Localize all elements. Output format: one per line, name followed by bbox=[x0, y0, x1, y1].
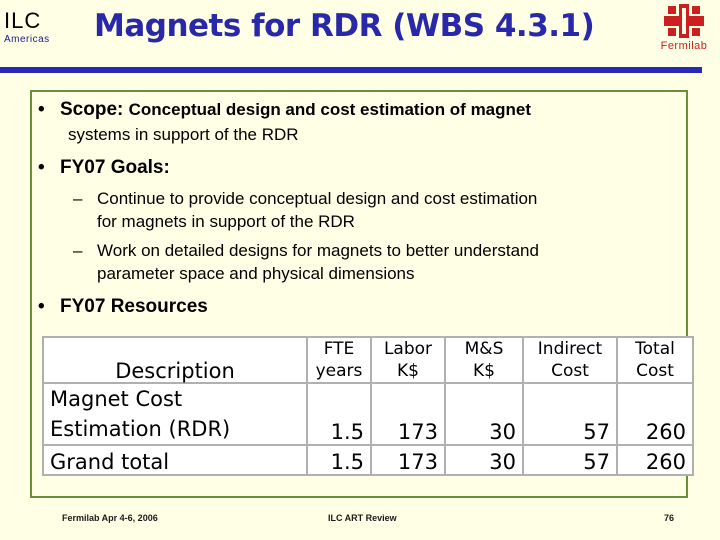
row-grand-total-desc: Grand total bbox=[43, 445, 307, 475]
row-grand-total-total: 260 bbox=[617, 445, 693, 475]
ilc-logo-subtext: Americas bbox=[4, 34, 50, 45]
goals-item-2-continuation: parameter space and physical dimensions bbox=[97, 264, 415, 283]
header-total: Total Cost bbox=[617, 337, 693, 383]
fermilab-logo bbox=[652, 4, 716, 52]
table-row bbox=[43, 445, 693, 475]
row-grand-total-ms: 30 bbox=[445, 445, 523, 475]
resources-table bbox=[42, 336, 694, 476]
goals-item-1: – Continue to provide conceptual design and cost estimation bbox=[73, 189, 538, 208]
row-grand-total-indirect: 57 bbox=[523, 445, 617, 475]
fermilab-logo-text: Fermilab bbox=[660, 40, 708, 52]
bullet-resources: • FY07 Resources bbox=[38, 296, 208, 317]
row-magnet-cost-labor: 173 bbox=[371, 383, 445, 445]
header-fte: FTE years bbox=[307, 337, 371, 383]
header-description: Description bbox=[43, 337, 307, 383]
goals-item-1-continuation: for magnets in support of the RDR bbox=[97, 212, 355, 231]
ilc-logo-text: ILC bbox=[4, 8, 42, 33]
row-magnet-cost-desc: Magnet Cost Estimation (RDR) bbox=[43, 383, 307, 445]
bullet-scope-label: Scope: bbox=[60, 99, 124, 120]
page-number: 76 bbox=[664, 513, 675, 523]
row-grand-total-fte: 1.5 bbox=[307, 445, 371, 475]
bullet-goals: • FY07 Goals: bbox=[38, 157, 170, 178]
header-ms: M&S K$ bbox=[445, 337, 523, 383]
goals-item-2: – Work on detailed designs for magnets to better understand bbox=[73, 241, 539, 260]
fermilab-icon bbox=[664, 4, 704, 38]
slide-title: Magnets for RDR (WBS 4.3.1) bbox=[94, 8, 595, 44]
row-magnet-cost-indirect: 57 bbox=[523, 383, 617, 445]
row-magnet-cost-ms: 30 bbox=[445, 383, 523, 445]
row-grand-total-labor: 173 bbox=[371, 445, 445, 475]
bullet-scope-text: Conceptual design and cost estimation of magnet bbox=[128, 100, 532, 119]
bullet-resources-label: FY07 Resources bbox=[60, 296, 208, 317]
footer-center: ILC ART Review bbox=[328, 513, 397, 523]
bullet-scope-continuation: systems in support of the RDR bbox=[68, 125, 299, 144]
footer-left: Fermilab Apr 4-6, 2006 bbox=[62, 513, 158, 523]
bullet-scope: • Scope: Conceptual design and cost estimation of magnet bbox=[38, 99, 532, 120]
header-indirect: Indirect Cost bbox=[523, 337, 617, 383]
bullet-goals-label: FY07 Goals: bbox=[60, 157, 170, 178]
row-magnet-cost-total: 260 bbox=[617, 383, 693, 445]
header-labor: Labor K$ bbox=[371, 337, 445, 383]
row-magnet-cost-fte: 1.5 bbox=[307, 383, 371, 445]
ilc-americas-logo bbox=[4, 10, 84, 45]
table-row bbox=[43, 383, 693, 445]
table-header-row bbox=[43, 337, 693, 383]
title-rule bbox=[0, 67, 702, 73]
